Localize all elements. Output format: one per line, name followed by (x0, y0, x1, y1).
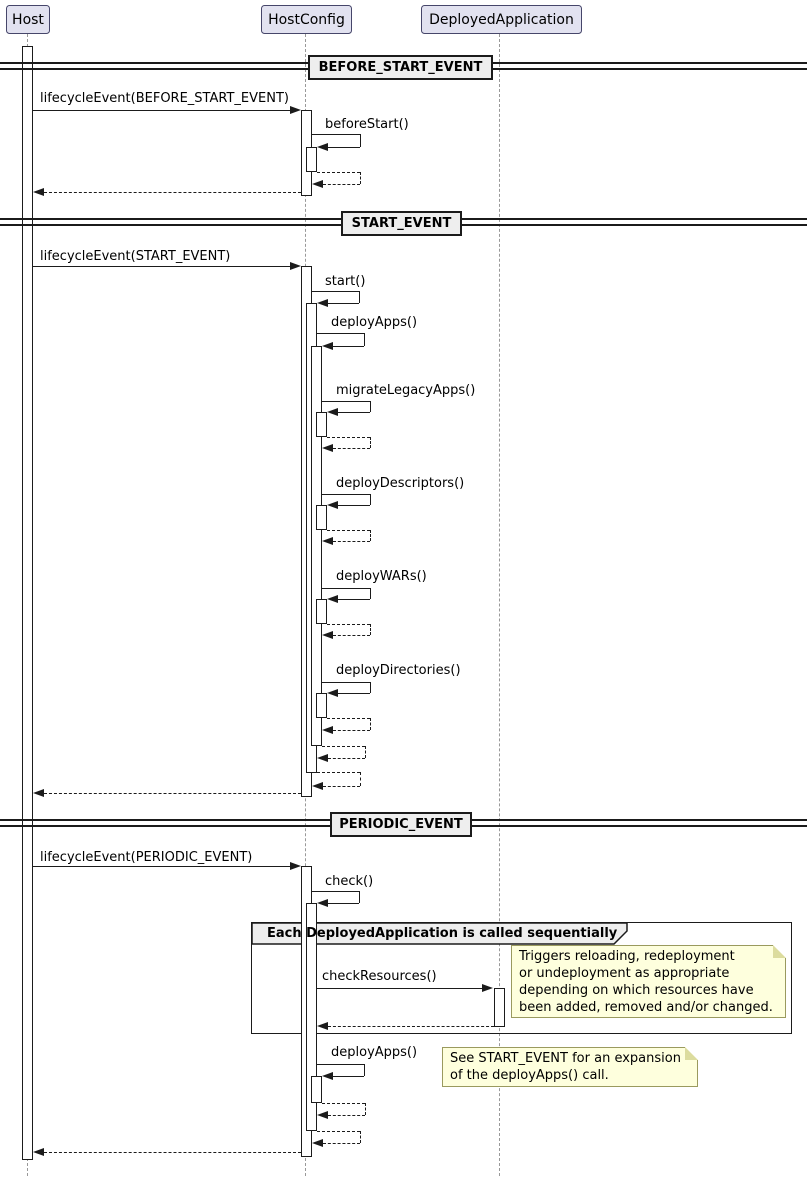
note-line: or undeployment as appropriate (519, 966, 730, 981)
message-label: deployDirectories() (336, 663, 461, 678)
return-deploydirectories-top (327, 718, 370, 719)
return-to-host-periodic (44, 1152, 301, 1153)
return-check-side (360, 1131, 361, 1143)
arrow-migratelegacyapps-bottom (338, 412, 370, 413)
return-deployapps2-side (365, 1103, 366, 1115)
message-label: deployApps() (331, 315, 418, 330)
arrowhead-left (322, 1072, 333, 1080)
return-deployapps-top (322, 746, 365, 747)
arrowhead-right (482, 984, 493, 992)
return-start-side (360, 772, 361, 786)
arrowhead-left (322, 631, 333, 639)
arrowhead-left (317, 1022, 328, 1030)
arrow-checkresources (317, 988, 482, 989)
arrow-lifecycleevent-start (33, 266, 291, 267)
arrowhead-left (317, 754, 328, 762)
arrow-deployapps2-side (364, 1064, 365, 1076)
participant-deployedapplication: DeployedApplication (421, 5, 582, 34)
arrow-start-bottom (328, 303, 359, 304)
note-line: Triggers reloading, redeployment (519, 949, 735, 964)
divider-start-event: START_EVENT (341, 211, 462, 236)
arrow-check-bottom (328, 903, 359, 904)
arrowhead-left (33, 188, 44, 196)
message-label: checkResources() (322, 969, 437, 984)
return-deploydescriptors-side (370, 530, 371, 541)
arrowhead-left (317, 299, 328, 307)
arrowhead-left (327, 595, 338, 603)
return-deploydescriptors-top (327, 530, 370, 531)
return-deploydescriptors-bottom (333, 541, 370, 542)
arrow-beforestart-top (312, 134, 360, 135)
participant-hostconfig: HostConfig (261, 5, 352, 34)
return-deploywars-side (370, 624, 371, 635)
arrow-deploywars-top (322, 588, 370, 589)
return-deploydirectories-bottom (333, 730, 370, 731)
arrowhead-left (322, 537, 333, 545)
return-migratelegacyapps-side (370, 437, 371, 448)
return-start-top (317, 772, 360, 773)
return-beforestart-top (317, 172, 360, 173)
arrow-deployapps-bottom (333, 346, 364, 347)
return-check-bottom (323, 1143, 360, 1144)
return-migratelegacyapps-bottom (333, 448, 370, 449)
arrowhead-right (290, 862, 301, 870)
arrowhead-right (290, 262, 301, 270)
activation-host (22, 46, 33, 1160)
arrowhead-left (327, 408, 338, 416)
arrowhead-left (317, 1111, 328, 1119)
message-label: deployWARs() (336, 569, 427, 584)
return-deployapps-side (365, 746, 366, 758)
arrow-deploydescriptors-top (322, 494, 370, 495)
arrowhead-left (322, 342, 333, 350)
return-check-top (317, 1131, 360, 1132)
note-line: of the deployApps() call. (450, 1068, 609, 1083)
return-deployapps-bottom (328, 758, 365, 759)
message-label: start() (325, 274, 366, 289)
arrow-migratelegacyapps-top (322, 401, 370, 402)
participant-host: Host (6, 5, 50, 34)
return-deployapps2-bottom (328, 1115, 365, 1116)
activation-hostconfig-before-l2 (306, 147, 317, 172)
arrow-start-top (312, 291, 359, 292)
divider-periodic-event: PERIODIC_EVENT (330, 812, 472, 837)
activation-deploydescriptors (316, 505, 327, 530)
activation-deploywars (316, 599, 327, 624)
arrowhead-left (33, 789, 44, 797)
arrow-deploydescriptors-side (370, 494, 371, 505)
arrowhead-left (312, 782, 323, 790)
return-checkresources (328, 1026, 494, 1027)
return-deployapps2-top (322, 1103, 365, 1104)
arrowhead-left (312, 180, 323, 188)
return-beforestart-side (360, 172, 361, 184)
activation-deploydirectories (316, 693, 327, 718)
arrowhead-left (327, 501, 338, 509)
arrow-lifecycleevent-before (33, 110, 291, 111)
arrow-migratelegacyapps-side (370, 401, 371, 412)
arrowhead-left (317, 899, 328, 907)
arrow-start-side (359, 291, 360, 303)
note-line: See START_EVENT for an expansion (450, 1051, 681, 1066)
note-line: been added, removed and/or changed. (519, 1000, 773, 1015)
arrow-deployapps-side (364, 333, 365, 346)
message-label: deployDescriptors() (336, 476, 465, 491)
message-label: deployApps() (331, 1045, 418, 1060)
arrow-check-side (359, 891, 360, 903)
message-label: migrateLegacyApps() (336, 383, 476, 398)
arrow-lifecycleevent-periodic (33, 866, 291, 867)
group-title: Each DeployedApplication is called sequentially (267, 926, 618, 941)
divider-before-start-event: BEFORE_START_EVENT (308, 55, 493, 80)
arrowhead-right (290, 106, 301, 114)
return-deploywars-top (327, 624, 370, 625)
return-migratelegacyapps-top (327, 437, 370, 438)
arrow-deployapps2-top (317, 1064, 364, 1065)
message-label: lifecycleEvent(PERIODIC_EVENT) (40, 850, 253, 865)
return-deploydirectories-side (370, 718, 371, 730)
arrowhead-left (312, 1139, 323, 1147)
arrow-beforestart-bottom (328, 147, 360, 148)
message-label: lifecycleEvent(BEFORE_START_EVENT) (40, 91, 289, 106)
arrow-deploywars-bottom (338, 599, 370, 600)
arrowhead-left (322, 444, 333, 452)
note-deployapps (442, 1047, 698, 1087)
arrowhead-left (317, 143, 328, 151)
message-label: beforeStart() (325, 117, 409, 132)
return-start-bottom (323, 786, 360, 787)
arrow-deploydirectories-top (322, 682, 370, 683)
activation-deployedapplication (494, 988, 505, 1027)
note-line: depending on which resources have (519, 983, 754, 998)
note-checkresources (511, 945, 786, 1018)
arrow-deploydescriptors-bottom (338, 505, 370, 506)
return-deploywars-bottom (333, 635, 370, 636)
arrow-check-top (312, 891, 359, 892)
activation-hostconfig-periodic-l3 (311, 1076, 322, 1103)
return-to-host-start (44, 793, 301, 794)
arrow-deploydirectories-side (370, 682, 371, 693)
arrow-deployapps-top (317, 333, 364, 334)
arrow-beforestart-side (360, 134, 361, 147)
activation-migratelegacyapps (316, 412, 327, 437)
arrowhead-left (322, 726, 333, 734)
activation-hostconfig-start-l3 (311, 346, 322, 746)
return-beforestart-bottom (323, 184, 360, 185)
arrowhead-left (33, 1148, 44, 1156)
arrow-deployapps2-bottom (333, 1076, 364, 1077)
return-to-host-before (44, 192, 301, 193)
arrow-deploydirectories-bottom (338, 693, 370, 694)
arrowhead-left (327, 689, 338, 697)
message-label: lifecycleEvent(START_EVENT) (40, 249, 231, 264)
arrow-deploywars-side (370, 588, 371, 599)
message-label: check() (325, 874, 374, 889)
